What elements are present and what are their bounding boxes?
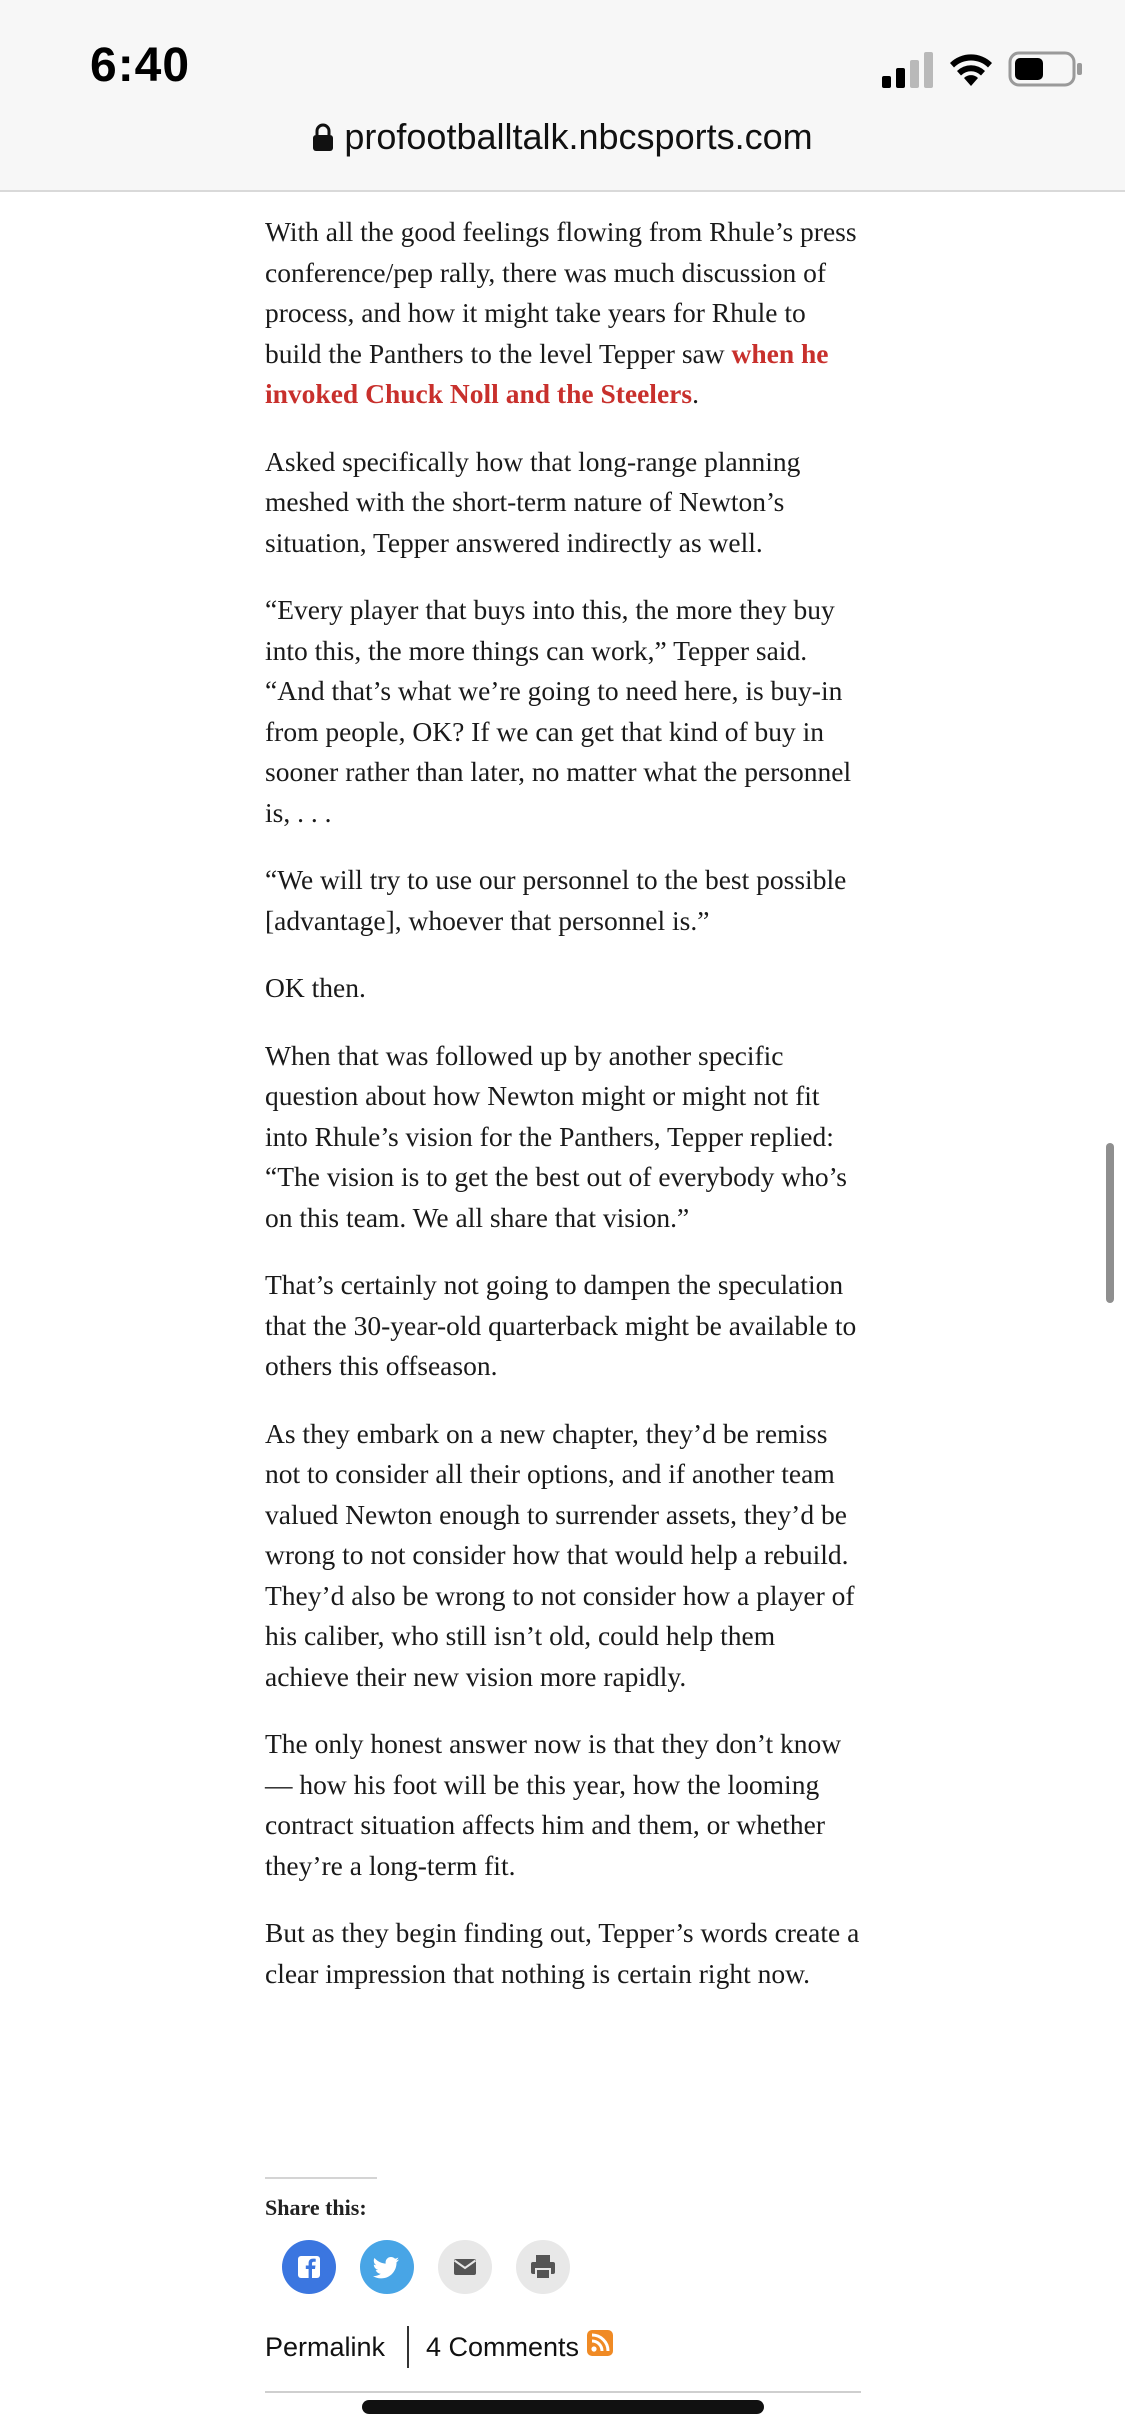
share-title: Share this: [265, 2195, 367, 2220]
article-paragraph: With all the good feelings flowing from Rhule’s press conference/pep rally, there was much discussion of process, and how it might take years for Rhule to build the Panthers to the level Tepper saw when he invoked Chuck Noll and the Steelers. [265, 216, 857, 409]
browser-status-bar [0, 0, 1125, 192]
email-share-button[interactable] [438, 2240, 492, 2294]
facebook-icon [282, 2240, 336, 2294]
battery-icon [1008, 50, 1084, 88]
cellular-signal-icon [880, 52, 936, 88]
wifi-icon [948, 50, 994, 88]
print-button[interactable] [516, 2240, 570, 2294]
clock-time: 6:40 [90, 39, 191, 92]
footer-divider [407, 2326, 409, 2368]
article-paragraph: Asked specifically how that long-range planning meshed with the short-term nature of Newton’s situation, Tepper answered indirectly as well. [265, 445, 801, 558]
chuck-noll-steelers-link[interactable]: when he invoked Chuck Noll and the Steelers [265, 337, 829, 409]
twitter-share-button[interactable] [360, 2240, 414, 2294]
twitter-icon [360, 2240, 414, 2294]
article-paragraph: “Every player that buys into this, the more they buy into this, the more things can work,” Tepper said. “And that’s what we’re going to need here, is buy-in from people, OK? If we can get that kind of buy in sooner rather than later, no matter what the personnel is, . . . [265, 594, 852, 828]
facebook-share-button[interactable] [282, 2240, 336, 2294]
article-paragraph: That’s certainly not going to dampen the speculation that the 30-year-old quarterback might be available to others this offseason. [265, 1269, 857, 1381]
article-paragraph: The only honest answer now is that they don’t know — how his foot will be this year, how the looming contract situation affects him and them, or whether they’re a long-term fit. [265, 1728, 842, 1881]
url-text: profootballtalk.nbcsports.com [344, 116, 813, 157]
home-indicator[interactable] [362, 2400, 764, 2414]
scrollbar-thumb[interactable] [1106, 1143, 1114, 1303]
rss-feed-icon[interactable] [587, 2330, 613, 2356]
article-paragraph: “We will try to use our personnel to the best possible [advantage], whoever that personnel is.” [265, 864, 847, 936]
print-icon [516, 2240, 570, 2294]
permalink-link[interactable]: Permalink [265, 2332, 386, 2362]
address-bar[interactable] [0, 116, 1125, 158]
comments-link[interactable]: 4 Comments [426, 2332, 580, 2362]
lock-icon [312, 122, 334, 152]
article-paragraph: OK then. [265, 972, 366, 1003]
email-icon [438, 2240, 492, 2294]
article-paragraph: As they embark on a new chapter, they’d be remiss not to consider all their options, and if another team valued Newton enough to surrender assets, they’d be wrong to not consider how that would help a rebuild. They’d also be wrong to not consider how a player of his caliber, who still isn’t old, could help them achieve their new vision more rapidly. [265, 1417, 855, 1692]
footer-rule [265, 2391, 861, 2393]
article-footer-links [265, 2326, 865, 2372]
share-divider [265, 2177, 377, 2179]
article-paragraph: But as they begin finding out, Tepper’s words create a clear impression that nothing is certain right now. [265, 1917, 860, 1989]
article-body [265, 212, 865, 2021]
article-paragraph: When that was followed up by another specific question about how Newton might or might not fit into Rhule’s vision for the Panthers, Tepper replied: “The vision is to get the best out of everybody who’s on this team. We all share that vision.” [265, 1039, 847, 1233]
